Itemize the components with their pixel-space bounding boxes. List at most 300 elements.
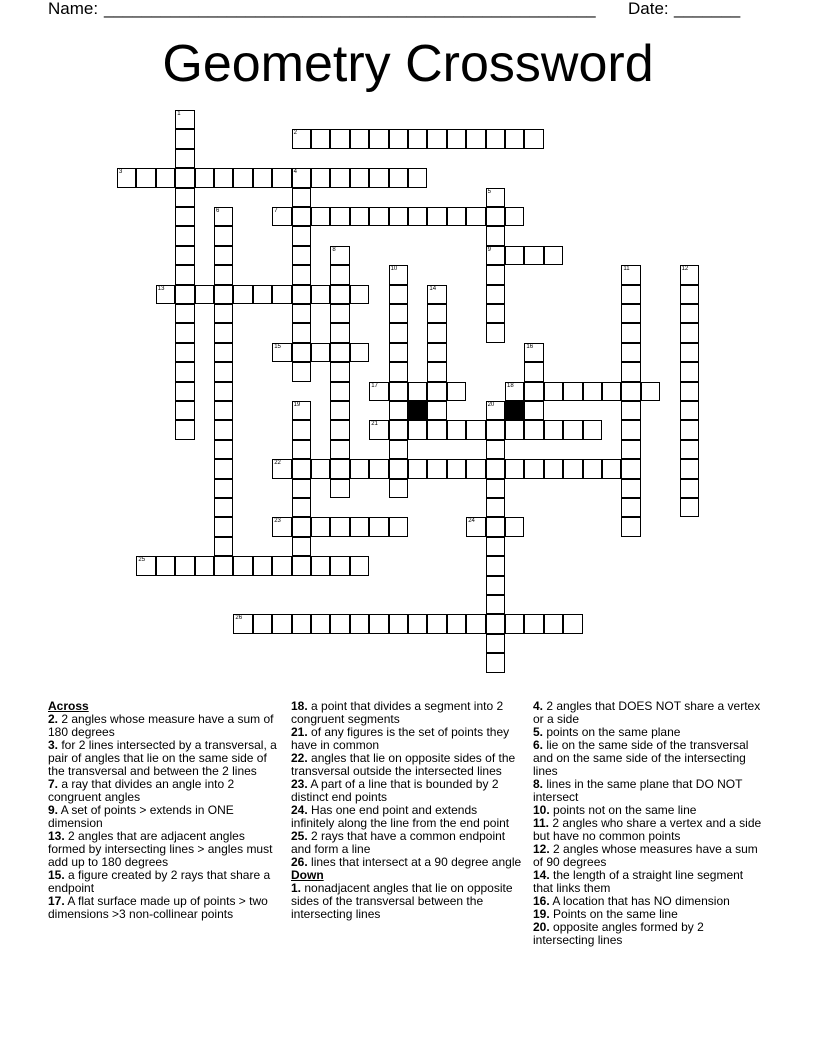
black-cell [505, 401, 524, 420]
grid-cell[interactable] [486, 226, 505, 245]
clue-text: A flat surface made up of points > two dimensions >3 non-collinear points [48, 894, 268, 921]
grid-cell[interactable] [214, 440, 233, 459]
grid-cell[interactable] [233, 285, 252, 304]
grid-cell[interactable] [641, 382, 660, 401]
grid-cell[interactable] [214, 304, 233, 323]
grid-cell[interactable] [486, 459, 505, 478]
grid-cell[interactable] [272, 207, 291, 226]
grid-cell[interactable] [427, 323, 446, 342]
grid-cell[interactable] [311, 207, 330, 226]
grid-cell[interactable] [427, 614, 446, 633]
cell-number: 12 [681, 266, 689, 273]
grid-cell[interactable] [330, 304, 349, 323]
grid-cell[interactable] [486, 614, 505, 633]
grid-cell[interactable] [330, 129, 349, 148]
grid-cell[interactable] [447, 129, 466, 148]
grid-cell[interactable] [389, 614, 408, 633]
cell-number: 26 [235, 615, 243, 622]
grid-cell[interactable] [272, 614, 291, 633]
grid-cell[interactable] [680, 285, 699, 304]
grid-cell[interactable] [292, 226, 311, 245]
grid-cell[interactable] [389, 459, 408, 478]
grid-cell[interactable] [408, 382, 427, 401]
grid-cell[interactable] [292, 265, 311, 284]
grid-cell[interactable] [427, 129, 446, 148]
grid-cell[interactable] [680, 420, 699, 439]
grid-cell[interactable] [621, 362, 640, 381]
grid-cell[interactable] [466, 420, 485, 439]
grid-cell[interactable] [583, 420, 602, 439]
grid-cell[interactable] [369, 382, 388, 401]
grid-cell[interactable] [156, 285, 175, 304]
grid-cell[interactable] [233, 556, 252, 575]
grid-cell[interactable] [195, 168, 214, 187]
cell-number: 19 [293, 402, 301, 408]
grid-cell[interactable] [175, 401, 194, 420]
grid-cell[interactable] [505, 129, 524, 148]
grid-cell[interactable] [233, 168, 252, 187]
grid-cell[interactable] [214, 323, 233, 342]
grid-cell[interactable] [369, 517, 388, 536]
grid-cell[interactable] [524, 382, 543, 401]
grid-cell[interactable] [486, 556, 505, 575]
grid-cell[interactable] [369, 420, 388, 439]
grid-cell[interactable] [214, 556, 233, 575]
grid-cell[interactable] [563, 382, 582, 401]
grid-cell[interactable] [292, 459, 311, 478]
grid-cell[interactable] [427, 459, 446, 478]
clue-number: 16. [533, 894, 550, 908]
grid-cell[interactable] [330, 207, 349, 226]
grid-cell[interactable] [156, 556, 175, 575]
cell-number: 14 [429, 285, 437, 292]
grid-cell[interactable] [330, 420, 349, 439]
grid-cell[interactable] [466, 129, 485, 148]
grid-cell[interactable] [272, 459, 291, 478]
grid-cell[interactable] [330, 323, 349, 342]
grid-cell[interactable] [350, 129, 369, 148]
across-heading: Across [48, 699, 89, 713]
grid-cell[interactable] [680, 265, 699, 284]
clues-column-1 [48, 700, 280, 921]
grid-cell[interactable] [292, 246, 311, 265]
grid-cell[interactable] [330, 479, 349, 498]
grid-cell[interactable] [389, 401, 408, 420]
clue-text: Has one end point and extends infinitely along the line from the end point [291, 803, 510, 830]
grid-cell[interactable] [292, 304, 311, 323]
grid-cell[interactable] [486, 595, 505, 614]
grid-cell[interactable] [330, 459, 349, 478]
grid-cell[interactable] [408, 129, 427, 148]
clue-text: A location that has NO dimension [549, 894, 730, 908]
grid-cell[interactable] [524, 420, 543, 439]
grid-cell[interactable] [447, 614, 466, 633]
grid-cell[interactable] [292, 479, 311, 498]
clue-item [533, 739, 765, 778]
grid-cell[interactable] [447, 459, 466, 478]
grid-cell[interactable] [621, 401, 640, 420]
grid-cell[interactable] [292, 401, 311, 420]
clue-text: 2 angles that are adjacent angles formed by intersecting lines > angles must add up to 180 degrees [48, 829, 273, 869]
grid-cell[interactable] [330, 265, 349, 284]
grid-cell[interactable] [427, 207, 446, 226]
grid-cell[interactable] [175, 362, 194, 381]
grid-cell[interactable] [680, 459, 699, 478]
grid-cell[interactable] [621, 498, 640, 517]
grid-cell[interactable] [447, 382, 466, 401]
grid-cell[interactable] [272, 517, 291, 536]
grid-cell[interactable] [156, 168, 175, 187]
grid-cell[interactable] [389, 479, 408, 498]
grid-cell[interactable] [466, 614, 485, 633]
grid-cell[interactable] [505, 614, 524, 633]
grid-cell[interactable] [680, 479, 699, 498]
grid-cell[interactable] [505, 517, 524, 536]
grid-cell[interactable] [175, 149, 194, 168]
grid-cell[interactable] [486, 479, 505, 498]
grid-cell[interactable] [292, 420, 311, 439]
grid-cell[interactable] [350, 207, 369, 226]
grid-cell[interactable] [195, 285, 214, 304]
grid-cell[interactable] [292, 129, 311, 148]
grid-cell[interactable] [330, 517, 349, 536]
clue-number: 18. [291, 699, 308, 713]
grid-cell[interactable] [486, 129, 505, 148]
grid-cell[interactable] [214, 362, 233, 381]
grid-cell[interactable] [175, 168, 194, 187]
grid-cell[interactable] [350, 459, 369, 478]
clue-number: 7. [48, 777, 59, 791]
grid-cell[interactable] [408, 420, 427, 439]
grid-cell[interactable] [272, 556, 291, 575]
grid-cell[interactable] [330, 343, 349, 362]
grid-cell[interactable] [621, 323, 640, 342]
grid-cell[interactable] [427, 401, 446, 420]
grid-cell[interactable] [583, 459, 602, 478]
grid-cell[interactable] [544, 382, 563, 401]
grid-cell[interactable] [466, 207, 485, 226]
grid-cell[interactable] [427, 382, 446, 401]
date-input-line[interactable]: _______ [674, 0, 741, 18]
grid-cell[interactable] [175, 265, 194, 284]
grid-cell[interactable] [214, 401, 233, 420]
grid-cell[interactable] [486, 207, 505, 226]
grid-cell[interactable] [253, 168, 272, 187]
grid-cell[interactable] [680, 304, 699, 323]
grid-cell[interactable] [505, 420, 524, 439]
grid-cell[interactable] [330, 556, 349, 575]
grid-cell[interactable] [350, 614, 369, 633]
grid-cell[interactable] [680, 440, 699, 459]
grid-cell[interactable] [389, 265, 408, 284]
grid-cell[interactable] [427, 343, 446, 362]
grid-cell[interactable] [486, 246, 505, 265]
clue-number: 21. [291, 725, 308, 739]
grid-cell[interactable] [621, 479, 640, 498]
grid-cell[interactable] [389, 168, 408, 187]
grid-cell[interactable] [621, 382, 640, 401]
grid-cell[interactable] [330, 614, 349, 633]
grid-cell[interactable] [389, 323, 408, 342]
clue-item [48, 713, 280, 739]
cell-number: 11 [623, 266, 630, 273]
grid-cell[interactable] [311, 343, 330, 362]
grid-cell[interactable] [524, 129, 543, 148]
grid-cell[interactable] [544, 246, 563, 265]
clue-item [291, 726, 523, 752]
grid-cell[interactable] [408, 207, 427, 226]
grid-cell[interactable] [369, 614, 388, 633]
grid-cell[interactable] [214, 285, 233, 304]
grid-cell[interactable] [292, 556, 311, 575]
grid-cell[interactable] [621, 343, 640, 362]
grid-cell[interactable] [621, 459, 640, 478]
grid-cell[interactable] [214, 537, 233, 556]
clue-item [291, 830, 523, 856]
grid-cell[interactable] [486, 188, 505, 207]
grid-cell[interactable] [466, 517, 485, 536]
grid-cell[interactable] [389, 343, 408, 362]
clue-text: for 2 lines intersected by a transversal, a pair of angles that lie on the same side of the transversal and between the 2 lines [48, 738, 277, 778]
grid-cell[interactable] [486, 265, 505, 284]
grid-cell[interactable] [621, 285, 640, 304]
grid-cell[interactable] [350, 168, 369, 187]
grid-cell[interactable] [350, 517, 369, 536]
grid-cell[interactable] [175, 188, 194, 207]
grid-cell[interactable] [214, 168, 233, 187]
grid-cell[interactable] [389, 362, 408, 381]
clue-text: a point that divides a segment into 2 congruent segments [291, 699, 504, 726]
grid-cell[interactable] [175, 129, 194, 148]
clue-number: 14. [533, 868, 550, 882]
grid-cell[interactable] [233, 614, 252, 633]
grid-cell[interactable] [621, 304, 640, 323]
grid-cell[interactable] [214, 265, 233, 284]
grid-cell[interactable] [486, 304, 505, 323]
grid-cell[interactable] [350, 285, 369, 304]
grid-cell[interactable] [544, 420, 563, 439]
grid-cell[interactable] [175, 343, 194, 362]
grid-cell[interactable] [292, 537, 311, 556]
grid-cell[interactable] [214, 382, 233, 401]
grid-cell[interactable] [292, 188, 311, 207]
grid-cell[interactable] [330, 246, 349, 265]
grid-cell[interactable] [214, 420, 233, 439]
grid-cell[interactable] [389, 382, 408, 401]
cell-number: 17 [371, 382, 378, 389]
grid-cell[interactable] [680, 323, 699, 342]
grid-cell[interactable] [447, 420, 466, 439]
grid-cell[interactable] [389, 304, 408, 323]
grid-cell[interactable] [253, 614, 272, 633]
grid-cell[interactable] [175, 246, 194, 265]
grid-cell[interactable] [350, 556, 369, 575]
grid-cell[interactable] [505, 459, 524, 478]
grid-cell[interactable] [544, 459, 563, 478]
grid-cell[interactable] [311, 556, 330, 575]
grid-cell[interactable] [272, 285, 291, 304]
grid-cell[interactable] [369, 168, 388, 187]
page-title: Geometry Crossword [162, 35, 654, 93]
clue-number: 17. [48, 894, 65, 908]
grid-cell[interactable] [175, 304, 194, 323]
grid-cell[interactable] [427, 362, 446, 381]
grid-cell[interactable] [486, 517, 505, 536]
grid-cell[interactable] [175, 382, 194, 401]
grid-cell[interactable] [389, 420, 408, 439]
grid-cell[interactable] [563, 420, 582, 439]
grid-cell[interactable] [311, 285, 330, 304]
grid-cell[interactable] [621, 517, 640, 536]
grid-cell[interactable] [330, 382, 349, 401]
grid-cell[interactable] [117, 168, 136, 187]
grid-cell[interactable] [602, 382, 621, 401]
grid-cell[interactable] [175, 207, 194, 226]
grid-cell[interactable] [175, 110, 194, 129]
grid-cell[interactable] [214, 226, 233, 245]
grid-cell[interactable] [544, 614, 563, 633]
grid-cell[interactable] [680, 362, 699, 381]
clue-text: a ray that divides an angle into 2 congruent angles [48, 777, 235, 804]
grid-cell[interactable] [486, 537, 505, 556]
grid-cell[interactable] [330, 285, 349, 304]
grid-cell[interactable] [427, 420, 446, 439]
grid-cell[interactable] [486, 420, 505, 439]
grid-cell[interactable] [505, 207, 524, 226]
name-input-line[interactable]: ____________________________________________________ [104, 0, 596, 18]
grid-cell[interactable] [214, 479, 233, 498]
grid-cell[interactable] [214, 459, 233, 478]
grid-cell[interactable] [680, 382, 699, 401]
grid-cell[interactable] [136, 168, 155, 187]
grid-cell[interactable] [466, 459, 485, 478]
grid-cell[interactable] [427, 304, 446, 323]
grid-cell[interactable] [253, 556, 272, 575]
grid-cell[interactable] [621, 265, 640, 284]
grid-cell[interactable] [214, 517, 233, 536]
grid-cell[interactable] [292, 517, 311, 536]
grid-cell[interactable] [524, 401, 543, 420]
grid-cell[interactable] [311, 517, 330, 536]
clue-text: 2 angles who share a vertex and a side but have no common points [533, 816, 762, 843]
grid-cell[interactable] [389, 517, 408, 536]
grid-cell[interactable] [408, 614, 427, 633]
grid-cell[interactable] [369, 207, 388, 226]
grid-cell[interactable] [486, 653, 505, 672]
grid-cell[interactable] [680, 401, 699, 420]
grid-cell[interactable] [447, 207, 466, 226]
grid-cell[interactable] [311, 614, 330, 633]
grid-cell[interactable] [330, 362, 349, 381]
grid-cell[interactable] [292, 285, 311, 304]
grid-cell[interactable] [214, 246, 233, 265]
grid-cell[interactable] [583, 382, 602, 401]
grid-cell[interactable] [214, 207, 233, 226]
grid-cell[interactable] [195, 556, 214, 575]
grid-cell[interactable] [486, 634, 505, 653]
grid-cell[interactable] [253, 285, 272, 304]
grid-cell[interactable] [311, 459, 330, 478]
cell-number: 13 [157, 285, 165, 292]
grid-cell[interactable] [214, 498, 233, 517]
grid-cell[interactable] [486, 498, 505, 517]
grid-cell[interactable] [524, 246, 543, 265]
cell-number: 22 [274, 460, 281, 467]
grid-cell[interactable] [680, 498, 699, 517]
grid-cell[interactable] [292, 343, 311, 362]
grid-cell[interactable] [563, 614, 582, 633]
grid-cell[interactable] [524, 614, 543, 633]
grid-cell[interactable] [292, 168, 311, 187]
clue-item [48, 830, 280, 869]
grid-cell[interactable] [389, 440, 408, 459]
grid-cell[interactable] [408, 168, 427, 187]
grid-cell[interactable] [272, 343, 291, 362]
grid-cell[interactable] [292, 323, 311, 342]
grid-cell[interactable] [389, 207, 408, 226]
grid-cell[interactable] [330, 440, 349, 459]
grid-cell[interactable] [214, 343, 233, 362]
grid-cell[interactable] [311, 168, 330, 187]
grid-cell[interactable] [175, 556, 194, 575]
grid-cell[interactable] [136, 556, 155, 575]
grid-cell[interactable] [505, 246, 524, 265]
grid-cell[interactable] [486, 440, 505, 459]
grid-cell[interactable] [486, 401, 505, 420]
grid-cell[interactable] [369, 459, 388, 478]
grid-cell[interactable] [175, 285, 194, 304]
grid-cell[interactable] [350, 343, 369, 362]
grid-cell[interactable] [563, 459, 582, 478]
grid-cell[interactable] [602, 459, 621, 478]
clue-item [291, 778, 523, 804]
cell-number: 4 [293, 169, 297, 176]
grid-cell[interactable] [524, 459, 543, 478]
grid-cell[interactable] [486, 285, 505, 304]
grid-cell[interactable] [175, 226, 194, 245]
grid-cell[interactable] [621, 440, 640, 459]
grid-cell[interactable] [330, 401, 349, 420]
grid-cell[interactable] [524, 343, 543, 362]
grid-cell[interactable] [486, 323, 505, 342]
grid-cell[interactable] [427, 285, 446, 304]
grid-cell[interactable] [486, 576, 505, 595]
grid-cell[interactable] [330, 168, 349, 187]
grid-cell[interactable] [292, 362, 311, 381]
grid-cell[interactable] [505, 382, 524, 401]
grid-cell[interactable] [524, 362, 543, 381]
grid-cell[interactable] [292, 498, 311, 517]
grid-cell[interactable] [292, 614, 311, 633]
grid-cell[interactable] [389, 129, 408, 148]
grid-cell[interactable] [175, 323, 194, 342]
cell-number: 25 [138, 557, 146, 564]
grid-cell[interactable] [408, 459, 427, 478]
clue-number: 25. [291, 829, 308, 843]
grid-cell[interactable] [369, 129, 388, 148]
grid-cell[interactable] [680, 343, 699, 362]
grid-cell[interactable] [175, 420, 194, 439]
grid-cell[interactable] [272, 168, 291, 187]
clue-text: 2 angles whose measures have a sum of 90 degrees [533, 842, 758, 869]
grid-cell[interactable] [292, 440, 311, 459]
grid-cell[interactable] [621, 420, 640, 439]
grid-cell[interactable] [311, 129, 330, 148]
down-heading: Down [291, 868, 324, 882]
grid-cell[interactable] [292, 207, 311, 226]
grid-cell[interactable] [389, 285, 408, 304]
clue-number: 1. [291, 881, 302, 895]
